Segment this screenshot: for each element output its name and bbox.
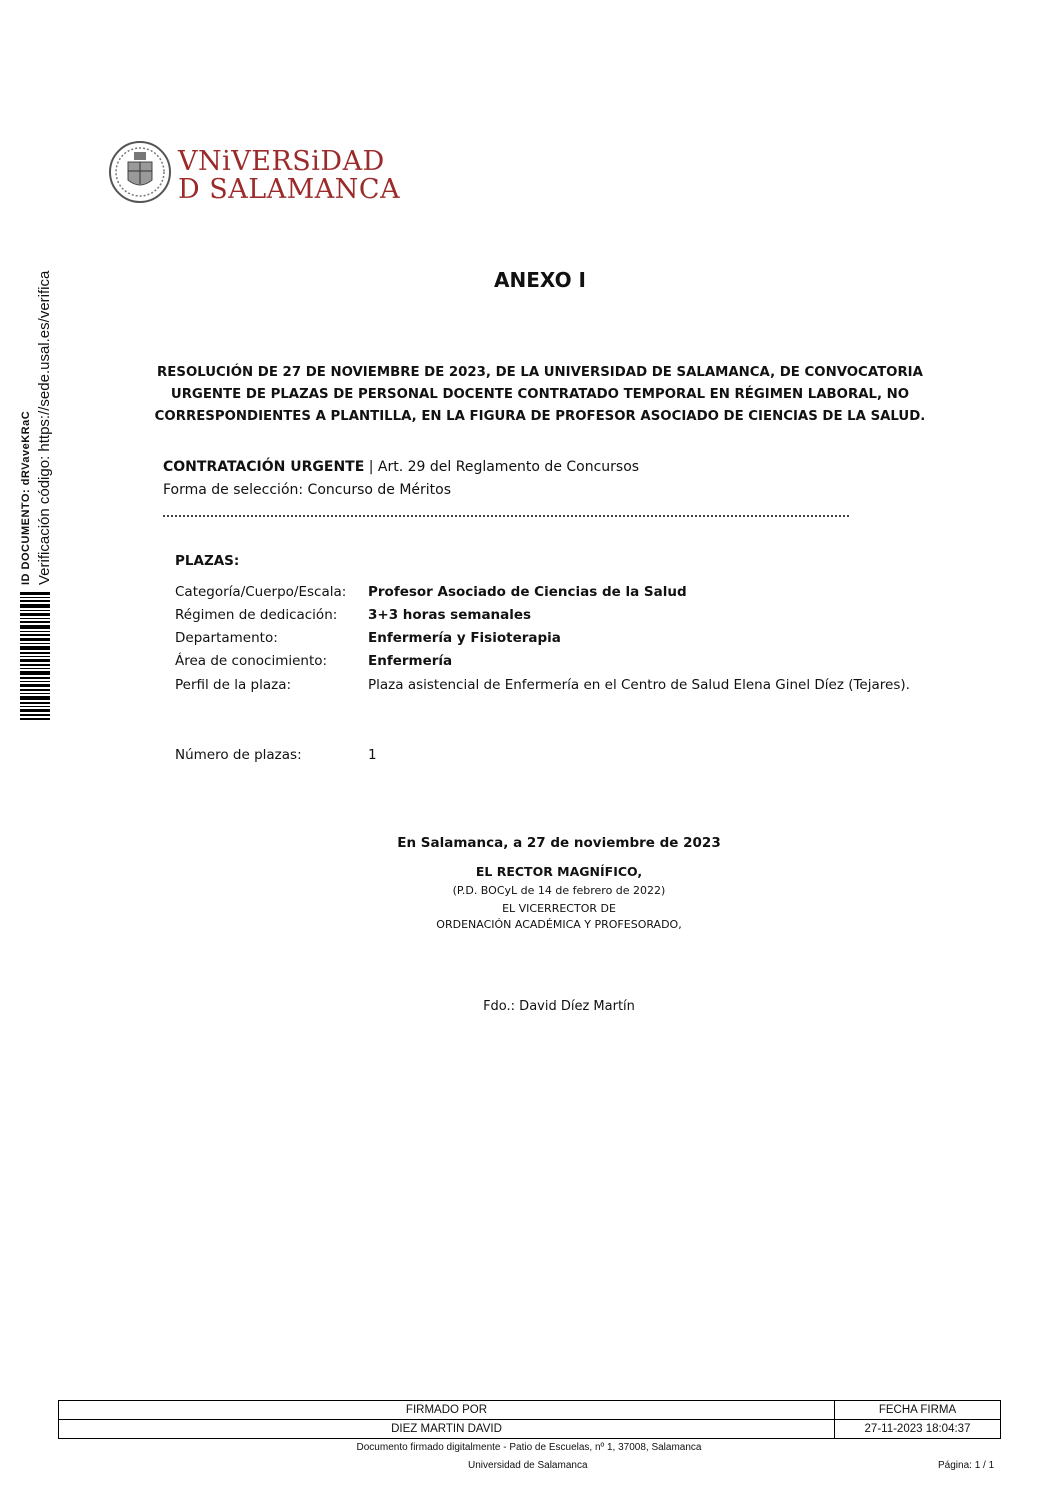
row-value: Profesor Asociado de Ciencias de la Salud [368, 584, 687, 600]
row-label: Régimen de dedicación: [175, 607, 338, 623]
row-label: Perfil de la plaza: [175, 677, 292, 693]
count-value: 1 [368, 747, 377, 763]
row-label: Área de conocimiento: [175, 653, 328, 669]
row-value: Enfermería y Fisioterapia [368, 630, 561, 646]
page-title: ANEXO I [494, 268, 586, 292]
table-cell: 27-11-2023 18:04:37 [835, 1420, 1001, 1439]
contratacion-rest: Art. 29 del Reglamento de Concursos [377, 459, 640, 475]
row-label: Categoría/Cuerpo/Escala: [175, 584, 347, 600]
footer-university: Universidad de Salamanca [468, 1460, 588, 1471]
verification-code: Verificación código: https://sede.usal.es/verifica [36, 270, 53, 585]
signatory: Fdo.: David Díez Martín [483, 999, 635, 1014]
delegation-note: (P.D. BOCyL de 14 de febrero de 2022) [452, 884, 666, 897]
plazas-title: PLAZAS: [175, 553, 240, 569]
logo-line2: D SALAMANCA [178, 174, 401, 205]
barcode-icon [20, 592, 50, 720]
document-id: ID DOCUMENTO: dRVaveKRaC [20, 410, 32, 585]
table-header: FIRMADO POR [59, 1401, 835, 1420]
forma-line [163, 482, 451, 498]
contratacion-label: CONTRATACIÓN URGENTE [163, 459, 365, 475]
university-seal-icon [108, 140, 172, 204]
resolution-line: URGENTE DE PLAZAS DE PERSONAL DOCENTE CONTRATADO TEMPORAL EN RÉGIMEN LABORAL, NO [170, 387, 910, 402]
footer-address: Documento firmado digitalmente - Patio de Escuelas, nº 1, 37008, Salamanca [356, 1442, 702, 1453]
resolution-line: CORRESPONDIENTES A PLANTILLA, EN LA FIGURA DE PROFESOR ASOCIADO DE CIENCIAS DE LA SALUD. [154, 409, 926, 424]
divider [163, 515, 849, 517]
row-label: Departamento: [175, 630, 278, 646]
row-value: Plaza asistencial de Enfermería en el Centro de Salud Elena Ginel Díez (Tejares). [368, 677, 910, 693]
resolution-heading [150, 362, 930, 428]
contratacion-separator: | [364, 459, 378, 475]
contratacion-line [163, 459, 639, 475]
page-number: Página: 1 / 1 [938, 1460, 995, 1471]
row-value: 3+3 horas semanales [368, 607, 532, 623]
table-header: FECHA FIRMA [835, 1401, 1001, 1420]
rector-title: EL RECTOR MAGNÍFICO, [475, 864, 643, 879]
university-logo [178, 148, 400, 204]
place-date: En Salamanca, a 27 de noviembre de 2023 [397, 835, 721, 851]
vicerrector-line: ORDENACIÓN ACADÉMICA Y PROFESORADO, [436, 918, 682, 931]
forma-label: Forma de selección: [163, 482, 308, 498]
signature-table [58, 1400, 1001, 1439]
forma-value: Concurso de Méritos [307, 482, 452, 498]
vicerrector-line: EL VICERRECTOR DE [502, 902, 616, 915]
logo-line1: VNiVERSiDAD [178, 146, 385, 177]
table-cell: DIEZ MARTIN DAVID [59, 1420, 835, 1439]
count-label: Número de plazas: [175, 747, 302, 763]
resolution-line: RESOLUCIÓN DE 27 DE NOVIEMBRE DE 2023, DE LA UNIVERSIDAD DE SALAMANCA, DE CONVOCATORIA [157, 365, 923, 380]
row-value: Enfermería [368, 653, 453, 669]
